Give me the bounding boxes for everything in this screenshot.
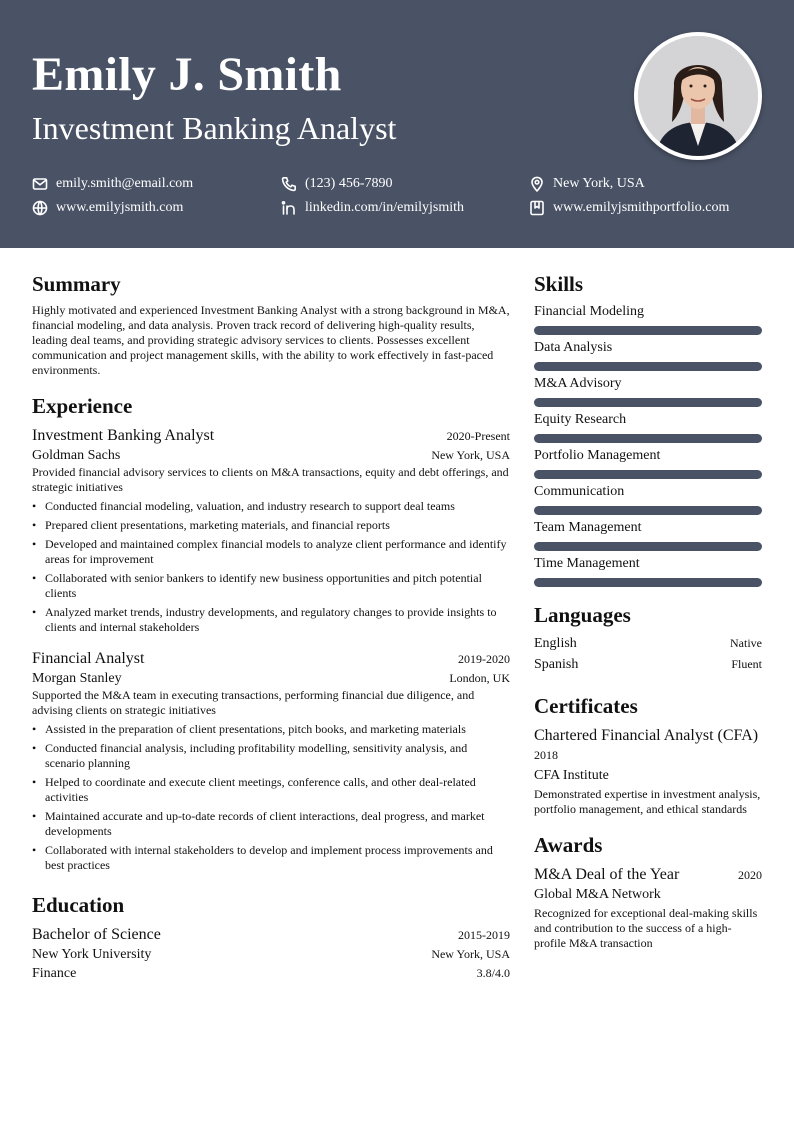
skill-bar <box>534 362 762 371</box>
job-description: Provided financial advisory services to clients on M&A transactions, equity and debt offerings, and strategic initiatives <box>32 465 509 494</box>
list-item: • Helped to coordinate and execute client meetings, conference calls, and other deal-related activities <box>32 775 510 805</box>
list-item: • Conducted financial modeling, valuation, and industry research to support deal teams <box>32 499 510 514</box>
section-heading: Languages <box>534 603 631 627</box>
skill-name: Team Management <box>534 520 642 535</box>
language-item <box>534 655 762 674</box>
list-item: • Prepared client presentations, marketing materials, and financial reports <box>32 518 510 533</box>
main-column <box>32 272 510 983</box>
job-dates: 2020-Present <box>446 429 510 443</box>
job-bullets <box>32 722 510 873</box>
contact-text: New York, USA <box>553 176 645 191</box>
list-item: • Collaborated with internal stakeholders to develop and implement process improvements and best practices <box>32 843 510 873</box>
certificates-section <box>534 694 762 817</box>
skill-bar-fill <box>534 506 762 515</box>
phone-icon <box>281 176 297 192</box>
skill-item <box>534 519 762 551</box>
skill-item <box>534 339 762 371</box>
contact-text: (123) 456-7890 <box>305 176 393 191</box>
section-heading: Awards <box>534 833 603 857</box>
skill-name: Portfolio Management <box>534 448 661 463</box>
degree-name: Bachelor of Science <box>32 926 161 943</box>
field-of-study: Finance <box>32 966 77 981</box>
skill-bar-fill <box>534 470 762 479</box>
list-item: • Analyzed market trends, industry developments, and regulatory changes to provide insights to clients and internal stakeholders <box>32 605 510 635</box>
skills-section <box>534 272 762 587</box>
section-heading: Summary <box>32 272 121 296</box>
skill-bar <box>534 506 762 515</box>
skill-bar-fill <box>534 398 762 407</box>
job-title: Investment Banking Analyst <box>32 427 215 444</box>
contact-text: linkedin.com/in/emilyjsmith <box>305 200 465 215</box>
language-level: Fluent <box>731 657 762 671</box>
contact-text: emily.smith@email.com <box>56 176 194 191</box>
skill-item <box>534 375 762 407</box>
skill-name: Financial Modeling <box>534 304 645 319</box>
company-name: Goldman Sachs <box>32 448 121 463</box>
award-description: Recognized for exceptional deal-making skills and contribution to the success of a high-profile M&A transaction <box>534 906 758 950</box>
skill-item <box>534 447 762 479</box>
job-title: Financial Analyst <box>32 650 145 667</box>
contact-linkedin[interactable] <box>281 199 464 217</box>
candidate-name: Emily J. Smith <box>32 48 342 101</box>
summary-section <box>32 272 510 378</box>
globe-icon <box>32 200 48 216</box>
job-bullets <box>32 499 510 635</box>
award-issuer: Global M&A Network <box>534 887 661 902</box>
language-item <box>534 634 762 653</box>
contact-website[interactable] <box>32 199 183 217</box>
summary-text: Highly motivated and experienced Investment Banking Analyst with a strong background in M&A, financial modeling, and data analysis. Proven track record of delivering high-quality results, leading deal teams, and providing strategic advisory services to clients. Possesses excellent communication and project management skills, with the ability to work effectively in fast-paced environments. <box>32 303 510 377</box>
skill-item <box>534 411 762 443</box>
job-entry <box>32 648 510 873</box>
job-location: London, UK <box>449 671 510 685</box>
certificate-description: Demonstrated expertise in investment analysis, portfolio management, and ethical standards <box>534 787 761 816</box>
list-item: • Developed and maintained complex financial models to analyze client performance and identify areas for improvement <box>32 537 510 567</box>
language-name: English <box>534 636 577 651</box>
bookmark-icon <box>529 200 545 216</box>
skill-bar-fill <box>534 542 762 551</box>
certificate-name: Chartered Financial Analyst (CFA) <box>534 727 759 744</box>
languages-section <box>534 603 762 674</box>
awards-section <box>534 833 762 951</box>
list-item: • Maintained accurate and up-to-date records of client interactions, deal progress, and market developments <box>32 809 510 839</box>
skill-name: M&A Advisory <box>534 376 622 391</box>
education-dates: 2015-2019 <box>458 928 510 942</box>
skills-list <box>534 303 762 587</box>
education-section <box>32 893 510 983</box>
skill-bar <box>534 542 762 551</box>
contact-email[interactable] <box>32 175 193 193</box>
candidate-title: Investment Banking Analyst <box>32 110 397 146</box>
language-name: Spanish <box>534 657 579 672</box>
certificate-issuer: CFA Institute <box>534 768 609 783</box>
job-dates: 2019-2020 <box>458 652 510 666</box>
certificate-year: 2018 <box>534 748 558 762</box>
company-name: Morgan Stanley <box>32 671 122 686</box>
list-item: • Assisted in the preparation of client presentations, pitch books, and marketing materials <box>32 722 510 737</box>
skill-name: Communication <box>534 484 625 499</box>
skill-bar <box>534 434 762 443</box>
skill-bar-fill <box>534 326 762 335</box>
job-location: New York, USA <box>431 448 510 462</box>
skill-bar-fill <box>534 362 762 371</box>
skill-item <box>534 555 762 587</box>
contact-phone[interactable] <box>281 175 393 193</box>
skill-bar <box>534 398 762 407</box>
profile-photo <box>634 32 762 160</box>
skill-bar-fill <box>534 434 762 443</box>
section-heading: Education <box>32 893 125 917</box>
language-level: Native <box>730 636 762 650</box>
list-item: • Conducted financial analysis, including profitability modelling, sensitivity analysis, and scenario planning <box>32 741 510 771</box>
skill-name: Equity Research <box>534 412 627 427</box>
resume-header <box>0 0 794 248</box>
job-description: Supported the M&A team in executing transactions, performing financial due diligence, and advising clients on strategic initiatives <box>32 688 475 717</box>
contact-location <box>529 175 645 193</box>
skill-name: Time Management <box>534 556 640 571</box>
contact-portfolio[interactable] <box>529 199 729 217</box>
skill-bar-fill <box>534 578 762 587</box>
experience-section <box>32 394 510 873</box>
section-heading: Experience <box>32 394 133 418</box>
mail-icon <box>32 176 48 192</box>
award-year: 2020 <box>738 868 762 882</box>
skill-item <box>534 303 762 335</box>
school-location: New York, USA <box>431 947 510 961</box>
award-name: M&A Deal of the Year <box>534 866 680 883</box>
location-pin-icon <box>529 176 545 192</box>
list-item: • Collaborated with senior bankers to identify new business opportunities and pitch potential clients <box>32 571 510 601</box>
skill-name: Data Analysis <box>534 340 613 355</box>
skill-item <box>534 483 762 515</box>
school-name: New York University <box>32 947 152 962</box>
linkedin-icon <box>281 200 297 216</box>
section-heading: Skills <box>534 272 584 296</box>
job-entry <box>32 425 510 635</box>
contact-text: www.emilyjsmith.com <box>56 200 184 215</box>
skill-bar <box>534 470 762 479</box>
gpa: 3.8/4.0 <box>476 966 510 980</box>
contact-text: www.emilyjsmithportfolio.com <box>553 200 730 215</box>
skill-bar <box>534 326 762 335</box>
skill-bar <box>534 578 762 587</box>
section-heading: Certificates <box>534 694 638 718</box>
sidebar-column <box>534 272 762 951</box>
